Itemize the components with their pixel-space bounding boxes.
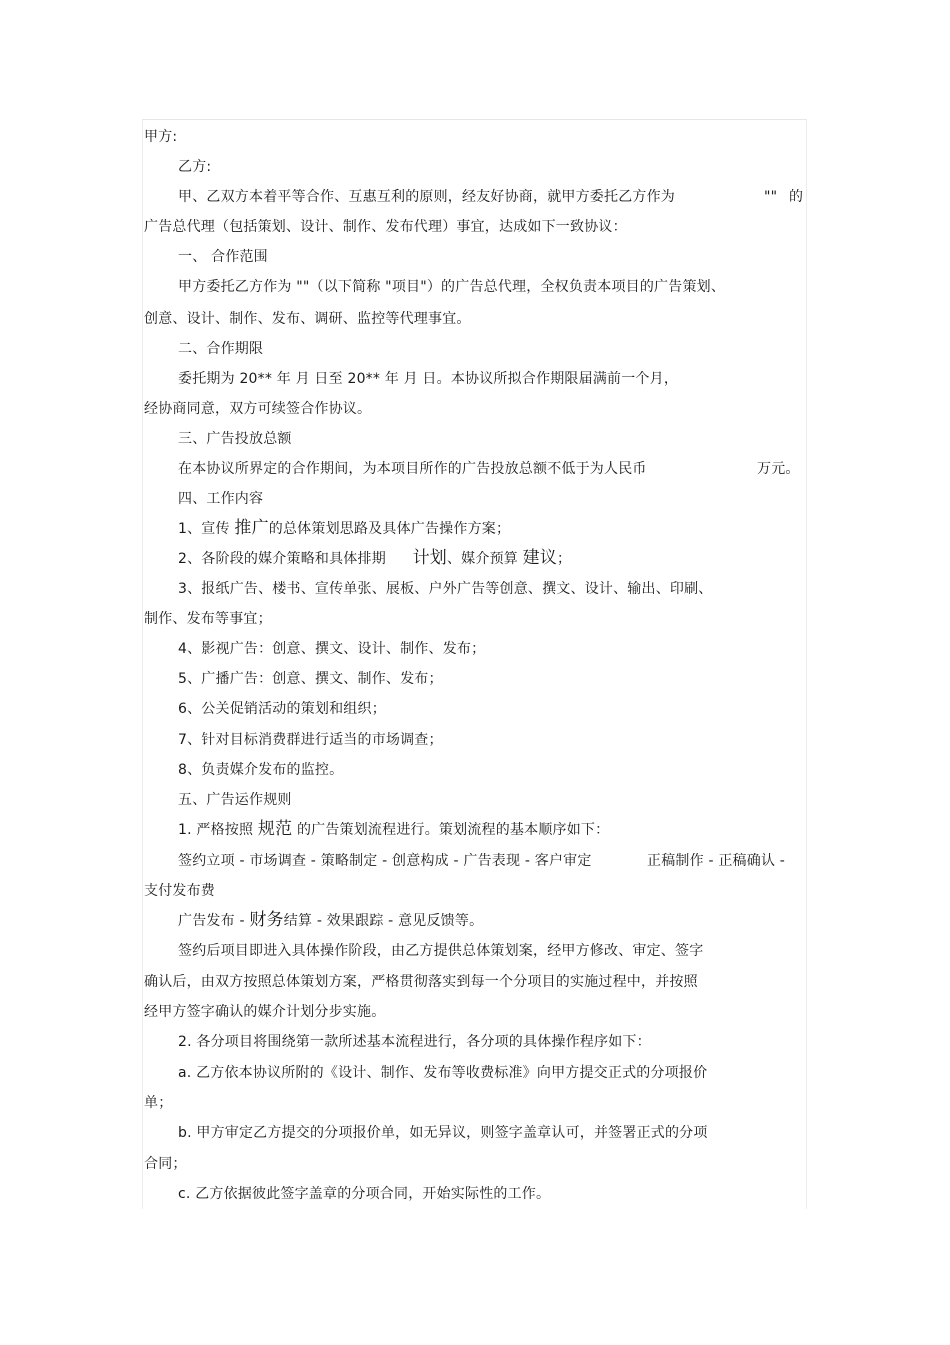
work-item-2	[178, 549, 571, 568]
budget-unit: 万元。	[757, 461, 800, 477]
rule-1-b: 规范	[257, 819, 293, 839]
work-item-7: 7、针对目标消费群进行适当的市场调查；	[178, 732, 443, 748]
work-item-2-d: 建议	[522, 548, 558, 568]
rule-2b-cont: 合同；	[144, 1156, 187, 1172]
rule-2a: a. 乙方依本协议所附的《设计、制作、发布等收费标准》向甲方提交正式的分项报价	[178, 1065, 708, 1081]
scope-line-1: 甲方委托乙方作为 ""（以下简称 "项目"）的广告总代理，全权负责本项目的广告策划、	[178, 279, 726, 295]
work-item-1-c: 的总体策划思路及具体广告操作方案；	[268, 521, 511, 537]
section-heading-5: 五、广告运作规则	[178, 792, 292, 808]
rule-2c: c. 乙方依据彼此签字盖章的分项合同，开始实际性的工作。	[178, 1186, 551, 1202]
rule-1-a: 1. 严格按照	[178, 822, 254, 838]
process-flow-3-b: 财务	[249, 910, 284, 930]
work-item-3-cont: 制作、发布等事宜；	[144, 611, 272, 627]
work-item-8: 8、负责媒介发布的监控。	[178, 762, 344, 778]
rule-1-c: 的广告策划流程进行。策划流程的基本顺序如下：	[296, 822, 610, 838]
party-a-label: 甲方:	[144, 129, 178, 145]
budget-line: 在本协议所界定的合作期间，为本项目所作的广告投放总额不低于为人民币	[178, 461, 647, 477]
process-flow-3-c: 结算 - 效果跟踪 - 意见反馈等。	[283, 913, 484, 929]
work-item-1	[178, 519, 510, 538]
rule-1	[178, 820, 609, 839]
work-item-2-c: 、媒介预算	[446, 551, 518, 567]
intro-line: 甲、乙双方本着平等合作、互惠互利的原则，经友好协商，就甲方委托乙方作为	[178, 189, 675, 205]
scope-line-2: 创意、设计、制作、发布、调研、监控等代理事宜。	[144, 311, 471, 327]
section-heading-3: 三、广告投放总额	[178, 431, 292, 447]
process-flow-1: 签约立项 - 市场调查 - 策略制定 - 创意构成 - 广告表现 - 客户审定	[178, 853, 592, 869]
intro-quote: ""	[764, 189, 778, 205]
process-flow-3-a: 广告发布 -	[178, 913, 245, 929]
section-heading-4: 四、工作内容	[178, 491, 264, 507]
intro-de: 的	[789, 189, 804, 205]
section-heading-1: 一、 合作范围	[178, 249, 268, 265]
party-b-label: 乙方:	[178, 159, 212, 175]
process-flow-3	[178, 911, 483, 930]
process-flow-1-b: 正稿制作 - 正稿确认 -	[647, 853, 786, 869]
rule-para-2: 确认后，由双方按照总体策划方案，严格贯彻落实到每一个分项目的实施过程中，并按照	[144, 974, 698, 990]
process-flow-2: 支付发布费	[144, 883, 215, 899]
work-item-5: 5、广播广告：创意、撰文、制作、发布；	[178, 671, 443, 687]
rule-2a-cont: 单；	[144, 1095, 173, 1111]
work-item-2-e: ；	[557, 551, 572, 567]
work-item-1-a: 1、宣传	[178, 521, 230, 537]
work-item-2-a: 2、各阶段的媒介策略和具体排期	[178, 551, 386, 567]
section-heading-2: 二、合作期限	[178, 341, 264, 357]
intro-line-2: 广告总代理（包括策划、设计、制作、发布代理）事宜，达成如下一致协议：	[144, 219, 627, 235]
work-item-4: 4、影视广告：创意、撰文、设计、制作、发布；	[178, 641, 486, 657]
rule-2b: b. 甲方审定乙方提交的分项报价单，如无异议，则签字盖章认可，并签署正式的分项	[178, 1125, 708, 1141]
rule-para-3: 经甲方签字确认的媒介计划分步实施。	[144, 1004, 386, 1020]
work-item-6: 6、公关促销活动的策划和组织；	[178, 701, 386, 717]
rule-para-1: 签约后项目即进入具体操作阶段，由乙方提供总体策划案，经甲方修改、审定、签字	[178, 943, 704, 959]
term-line-2: 经协商同意，双方可续签合作协议。	[144, 401, 372, 417]
work-item-3: 3、报纸广告、楼书、宣传单张、展板、户外广告等创意、撰文、设计、输出、印刷、	[178, 581, 713, 597]
term-line-1: 委托期为 20** 年 月 日至 20** 年 月 日。本协议所拟合作期限届满前一个月，	[178, 371, 679, 387]
rule-2: 2. 各分项目将围绕第一款所述基本流程进行，各分项的具体操作程序如下：	[178, 1034, 651, 1050]
work-item-1-b: 推广	[234, 518, 269, 538]
work-item-2-b: 计划	[412, 548, 447, 568]
